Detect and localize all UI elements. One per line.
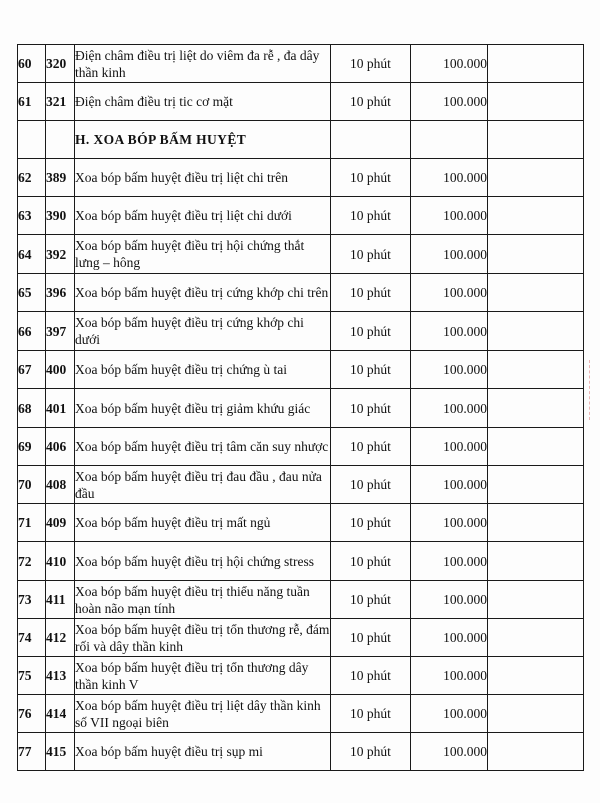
row-number: 77 — [18, 733, 46, 771]
empty-cell — [488, 197, 584, 235]
price: 100.000 — [411, 542, 488, 581]
table-row — [18, 581, 584, 619]
service-name: Điện châm điều trị tic cơ mặt — [75, 83, 331, 121]
empty-cell — [488, 581, 584, 619]
duration: 10 phút — [331, 159, 411, 197]
empty-cell — [488, 389, 584, 428]
duration: 10 phút — [331, 542, 411, 581]
row-number: 63 — [18, 197, 46, 235]
service-code: 406 — [46, 428, 75, 466]
duration: 10 phút — [331, 657, 411, 695]
section-row — [18, 121, 584, 159]
service-name: Xoa bóp bấm huyệt điều trị hội chứng thắt lưng – hông — [75, 235, 331, 274]
empty-cell — [488, 733, 584, 771]
table-row — [18, 428, 584, 466]
empty-cell — [488, 121, 584, 159]
row-number: 70 — [18, 466, 46, 504]
empty-cell — [488, 159, 584, 197]
service-name: Xoa bóp bấm huyệt điều trị chứng ù tai — [75, 351, 331, 389]
service-name: Điện châm điều trị liệt do viêm đa rễ , đa dây thần kinh — [75, 45, 331, 83]
row-number: 75 — [18, 657, 46, 695]
row-number: 67 — [18, 351, 46, 389]
section-title: H. XOA BÓP BẤM HUYỆT — [75, 121, 331, 159]
price: 100.000 — [411, 351, 488, 389]
duration: 10 phút — [331, 274, 411, 312]
price: 100.000 — [411, 159, 488, 197]
duration: 10 phút — [331, 83, 411, 121]
service-code: 413 — [46, 657, 75, 695]
price: 100.000 — [411, 274, 488, 312]
table-row — [18, 83, 584, 121]
row-number: 61 — [18, 83, 46, 121]
duration: 10 phút — [331, 197, 411, 235]
row-number: 65 — [18, 274, 46, 312]
empty-cell — [488, 542, 584, 581]
price: 100.000 — [411, 428, 488, 466]
empty-cell — [488, 45, 584, 83]
service-code: 396 — [46, 274, 75, 312]
duration: 10 phút — [331, 733, 411, 771]
service-name: Xoa bóp bấm huyệt điều trị liệt dây thần kinh số VII ngoại biên — [75, 695, 331, 733]
service-code: 411 — [46, 581, 75, 619]
table-row — [18, 159, 584, 197]
service-code: 414 — [46, 695, 75, 733]
price: 100.000 — [411, 389, 488, 428]
service-code: 320 — [46, 45, 75, 83]
empty-cell — [488, 695, 584, 733]
service-name: Xoa bóp bấm huyệt điều trị tổn thương dây thần kinh V — [75, 657, 331, 695]
service-code: 397 — [46, 312, 75, 351]
empty-cell — [488, 312, 584, 351]
service-code: 415 — [46, 733, 75, 771]
price-table-body — [18, 45, 584, 771]
table-row — [18, 542, 584, 581]
row-number: 76 — [18, 695, 46, 733]
duration: 10 phút — [331, 466, 411, 504]
row-number: 68 — [18, 389, 46, 428]
service-name: Xoa bóp bấm huyệt điều trị giảm khứu giác — [75, 389, 331, 428]
service-code: 408 — [46, 466, 75, 504]
empty-cell — [411, 121, 488, 159]
service-name: Xoa bóp bấm huyệt điều trị tổn thương rễ, đám rối và dây thần kinh — [75, 619, 331, 657]
duration: 10 phút — [331, 45, 411, 83]
service-name: Xoa bóp bấm huyệt điều trị đau đầu , đau nửa đầu — [75, 466, 331, 504]
table-row — [18, 466, 584, 504]
table-row — [18, 389, 584, 428]
empty-cell — [488, 466, 584, 504]
price: 100.000 — [411, 197, 488, 235]
empty-cell — [488, 235, 584, 274]
service-code: 321 — [46, 83, 75, 121]
duration: 10 phút — [331, 504, 411, 542]
duration: 10 phút — [331, 235, 411, 274]
duration: 10 phút — [331, 389, 411, 428]
empty-cell — [488, 83, 584, 121]
duration: 10 phút — [331, 619, 411, 657]
empty-cell — [331, 121, 411, 159]
table-row — [18, 504, 584, 542]
service-code: 400 — [46, 351, 75, 389]
service-name: Xoa bóp bấm huyệt điều trị sụp mi — [75, 733, 331, 771]
service-name: Xoa bóp bấm huyệt điều trị cứng khớp chi trên — [75, 274, 331, 312]
service-name: Xoa bóp bấm huyệt điều trị liệt chi trên — [75, 159, 331, 197]
service-code: 392 — [46, 235, 75, 274]
empty-cell — [488, 351, 584, 389]
table-row — [18, 197, 584, 235]
duration: 10 phút — [331, 351, 411, 389]
service-name: Xoa bóp bấm huyệt điều trị mất ngủ — [75, 504, 331, 542]
row-number: 72 — [18, 542, 46, 581]
empty-cell — [488, 657, 584, 695]
empty-cell — [488, 274, 584, 312]
empty-cell — [18, 121, 46, 159]
service-code: 409 — [46, 504, 75, 542]
price: 100.000 — [411, 581, 488, 619]
table-row — [18, 619, 584, 657]
table-row — [18, 45, 584, 83]
price: 100.000 — [411, 83, 488, 121]
table-row — [18, 235, 584, 274]
table-row — [18, 274, 584, 312]
service-name: Xoa bóp bấm huyệt điều trị tâm căn suy nhược — [75, 428, 331, 466]
empty-cell — [46, 121, 75, 159]
row-number: 66 — [18, 312, 46, 351]
price: 100.000 — [411, 235, 488, 274]
price-table — [17, 44, 584, 771]
service-name: Xoa bóp bấm huyệt điều trị liệt chi dưới — [75, 197, 331, 235]
price: 100.000 — [411, 657, 488, 695]
duration: 10 phút — [331, 428, 411, 466]
row-number: 73 — [18, 581, 46, 619]
service-code: 389 — [46, 159, 75, 197]
duration: 10 phút — [331, 695, 411, 733]
table-row — [18, 351, 584, 389]
empty-cell — [488, 504, 584, 542]
empty-cell — [488, 619, 584, 657]
service-code: 412 — [46, 619, 75, 657]
table-row — [18, 312, 584, 351]
row-number: 74 — [18, 619, 46, 657]
duration: 10 phút — [331, 581, 411, 619]
price: 100.000 — [411, 312, 488, 351]
service-code: 410 — [46, 542, 75, 581]
price: 100.000 — [411, 619, 488, 657]
stamp-edge-mark — [589, 360, 600, 420]
price: 100.000 — [411, 695, 488, 733]
service-code: 401 — [46, 389, 75, 428]
service-name: Xoa bóp bấm huyệt điều trị cứng khớp chi dưới — [75, 312, 331, 351]
row-number: 62 — [18, 159, 46, 197]
table-row — [18, 695, 584, 733]
price: 100.000 — [411, 466, 488, 504]
duration: 10 phút — [331, 312, 411, 351]
row-number: 60 — [18, 45, 46, 83]
table-row — [18, 657, 584, 695]
price: 100.000 — [411, 733, 488, 771]
service-name: Xoa bóp bấm huyệt điều trị thiểu năng tuần hoàn não mạn tính — [75, 581, 331, 619]
price: 100.000 — [411, 45, 488, 83]
service-code: 390 — [46, 197, 75, 235]
price: 100.000 — [411, 504, 488, 542]
row-number: 64 — [18, 235, 46, 274]
service-name: Xoa bóp bấm huyệt điều trị hội chứng stress — [75, 542, 331, 581]
row-number: 71 — [18, 504, 46, 542]
row-number: 69 — [18, 428, 46, 466]
table-row — [18, 733, 584, 771]
empty-cell — [488, 428, 584, 466]
